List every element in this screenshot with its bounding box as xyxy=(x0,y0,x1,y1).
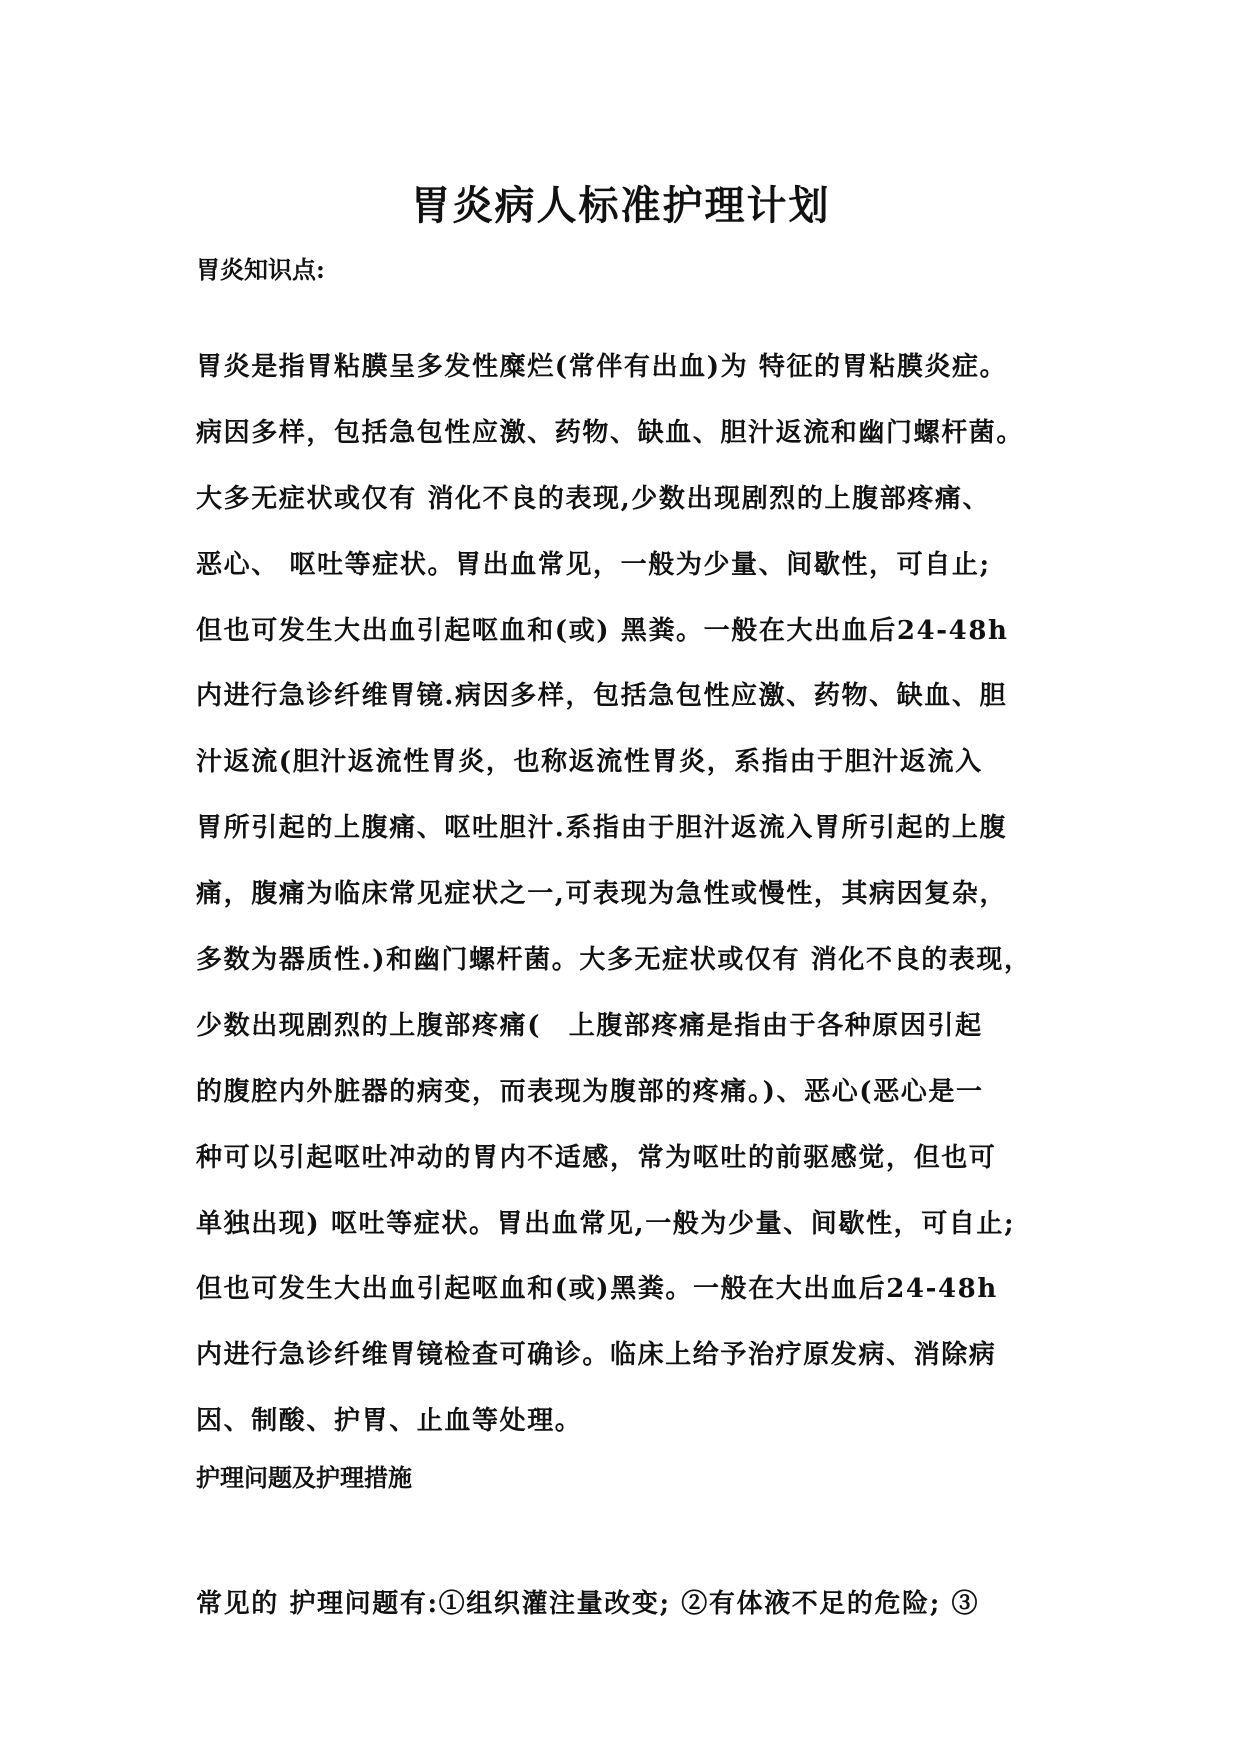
paragraph-line: 但也可发生大出血引起呕血和(或)黑粪。一般在大出血后24-48h xyxy=(196,1274,998,1305)
paragraph-line: 多数为器质性.)和幽门螺杆菌。大多无症状或仅有 消化不良的表现， xyxy=(196,945,1032,976)
document-title: 胃炎病人标准护理计划 xyxy=(410,182,831,229)
paragraph-line: 恶心、 呕吐等症状。胃出血常见，一般为少量、间歇性，可自止; xyxy=(196,549,991,580)
paragraph-line: 内进行急诊纤维胃镜检查可确诊。临床上给予治疗原发病、消除病 xyxy=(196,1340,997,1371)
paragraph-line: 但也可发生大出血引起呕血和(或) 黑粪。一般在大出血后24-48h xyxy=(196,615,1009,646)
paragraph-line: 单独出现) 呕吐等症状。胃出血常见,一般为少量、间歇性，可自止; xyxy=(196,1208,1016,1239)
section-heading-nursing: 护理问题及护理措施 xyxy=(196,1463,412,1492)
paragraph-line: 因、制酸、护胃、止血等处理。 xyxy=(196,1406,583,1437)
paragraph-line: 种可以引起呕吐冲动的胃内不适感，常为呕吐的前驱感觉，但也可 xyxy=(196,1142,997,1173)
knowledge-paragraph xyxy=(196,347,1046,1467)
paragraph-line: 胃所引起的上腹痛、呕吐胆汁.系指由于胆汁返流入胃所引起的上腹 xyxy=(196,813,1008,844)
paragraph-line: 的腹腔内外脏器的病变，而表现为腹部的疼痛。)、恶心(恶心是一 xyxy=(196,1076,984,1107)
paragraph-line: 病因多样，包括急包性应激、药物、缺血、胆汁返流和幽门螺杆菌。 xyxy=(196,417,1025,448)
nursing-problems-line: 常见的 护理问题有:①组织灌注量改变; ②有体液不足的危险; ③ xyxy=(196,1589,980,1619)
paragraph-line: 内进行急诊纤维胃镜.病因多样，包括急包性应激、药物、缺血、胆 xyxy=(196,681,1008,712)
paragraph-line: 痛，腹痛为临床常见症状之一,可表现为急性或慢性，其病因复杂， xyxy=(196,879,1008,910)
paragraph-line: 胃炎是指胃粘膜呈多发性糜烂(常伴有出血)为 特征的胃粘膜炎症。 xyxy=(196,352,1008,382)
paragraph-line: 大多无症状或仅有 消化不良的表现,少数出现剧烈的上腹部疼痛、 xyxy=(196,483,991,514)
section-heading-knowledge: 胃炎知识点: xyxy=(196,255,325,284)
paragraph-line: 汁返流(胆汁返流性胃炎，也称返流性胃炎，系指由于胆汁返流入 xyxy=(196,747,983,778)
paragraph-line: 少数出现剧烈的上腹部疼痛( 上腹部疼痛是指由于各种原因引起 xyxy=(196,1010,983,1041)
